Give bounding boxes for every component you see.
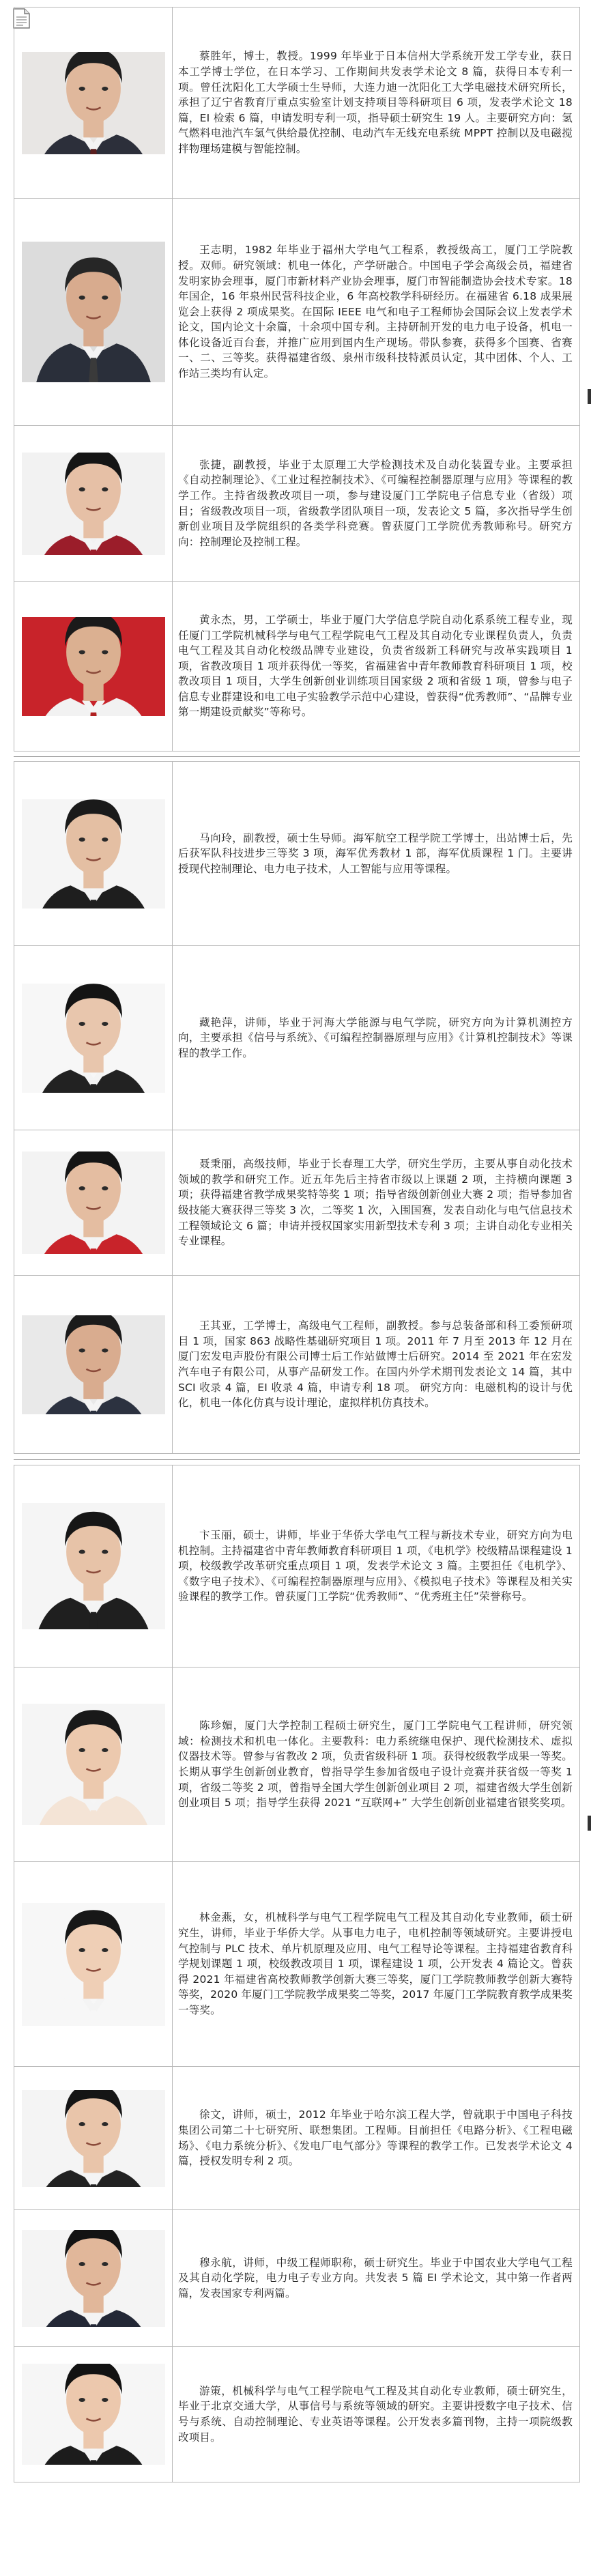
profile-photo-cell [14, 2347, 173, 2482]
profile-bio-text: 徐文，讲师，硕士，2012 年毕业于哈尔滨工程大学，曾就职于中国电子科技集团公司第二十七研究所、联想集团。工程师。目前担任《电路分析》、《工程电磁场》、《电力系统分析》、《发电厂电气部分》等课程的教学工作。已发表学术论文 4 篇，授权发明专利 2 项。 [178, 2108, 573, 2168]
profile-text-cell [178, 2210, 573, 2346]
profile-text-cell [178, 426, 573, 581]
profile-photo-cell [14, 1130, 173, 1275]
profile-photo-cell [14, 1465, 173, 1667]
profile-row [14, 1130, 580, 1275]
profile-text-cell [178, 946, 573, 1130]
portrait-photo [22, 2230, 165, 2327]
profile-text-cell [178, 582, 573, 751]
profile-text-cell [178, 1465, 573, 1667]
profile-bio-text: 陈珍媚，厦门大学控制工程硕士研究生，厦门工学院电气工程讲师，研究领域：检测技术和机电一体化。主要教科：电力系统继电保护、现代检测技术、虚拟仪器技术等。曾参与省教改 2 项，负责省级科研 1 项。获得校级教学成果一等奖。长期从事学生创新创业教育，曾指导学生参加省级电子设计竞赛并获省级一等奖 1 项，省级二等奖 2 项，曾指导全国大学生创新创业项目 2 项，福建省级大学生创新创业项目 5 项；指导学生获得 2021 “互联网+” 大学生创新创业福建省银奖奖项。 [178, 1719, 573, 1809]
portrait-photo [22, 242, 165, 382]
profile-photo-cell [14, 2067, 173, 2209]
scroll-marker [588, 389, 591, 404]
portrait-photo [22, 984, 165, 1093]
portrait-photo [22, 1704, 165, 1825]
profile-bio-text: 穆永航，讲师，中级工程师职称，硕士研究生。毕业于中国农业大学电气工程及其自动化学院，电力电子专业方向。共发表 5 篇 EI 学术论文，其中第一作者两篇，发表国家专利两篇。 [178, 2256, 573, 2300]
profile-bio-text: 张捷，副教授，毕业于太原理工大学检测技术及自动化装置专业。主要承担《自动控制理论》、《工业过程控制技术》、《可编程控制器原理与应用》等课程的教学工作。主持省级教改项目一项，参与建设厦门工学院电子信息专业（省级）项目；省级教改项目一项，省级教学团队项目一项，发表论文 5 篇，多次指导学生创新创业项目及学院组织的各类学科竞赛。曾获厦门工学院优秀教师称号。研究方向：控制理论及控制工程。 [178, 458, 573, 548]
portrait-photo [22, 1503, 165, 1629]
profile-row [14, 425, 580, 581]
profile-text-cell [178, 8, 573, 198]
profile-row [14, 761, 580, 945]
profile-row [14, 945, 580, 1130]
profile-text-cell [178, 2347, 573, 2482]
profile-photo-cell [14, 8, 173, 198]
section-divider [14, 756, 580, 757]
portrait-photo [22, 1903, 165, 2026]
portrait-photo [22, 1315, 165, 1414]
profile-text-cell [178, 762, 573, 945]
profile-photo-cell [14, 1276, 173, 1453]
profile-photo-cell [14, 582, 173, 751]
profile-photo-cell [14, 2210, 173, 2346]
profile-text-cell [178, 1130, 573, 1275]
profile-row [14, 1275, 580, 1454]
profile-bio-text: 王其亚，工学博士，高级电气工程师，副教授。参与总装备部和科工委预研项目 1 项，国家 863 战略性基础研究项目 1 项。2011 年 7 月至 2013 年 12 月在厦门宏发电声股份有限公司博士后工作站做博士后研究。2014 至 2021 年在宏发汽车电子有限公司，从事产品研发工作。在国内外学术期刊发表论文 14 篇，其中 SCI 收录 4 篇，EI 收录 4 篇，申请专利 18 项。 研究方向：电磁机构的设计与优化，机电一体化仿真与设计理论，虚拟样机仿真技术。 [178, 1319, 573, 1409]
profile-bio-text: 卞玉丽，硕士，讲师，毕业于华侨大学电气工程与新技术专业，研究方向为电机控制。主持福建省中青年教师教育科研项目 1 项，《电机学》校级精品课程建设 1 项，校级教学改革研究重点项目 1 项，发表学术论文 3 篇。主要担任《电机学》、《数字电子技术》、《可编程控制器原理与应用》、《模拟电子技术》等课程及相关实验课程的教学工作。曾获厦门工学院“优秀教师”、“优秀班主任”荣誉称号。 [178, 1529, 573, 1603]
profile-photo-cell [14, 1668, 173, 1861]
profile-photo-cell [14, 762, 173, 945]
profile-row [14, 2346, 580, 2482]
profile-bio-text: 林金燕，女，机械科学与电气工程学院电气工程及其自动化专业教师，硕士研究生，讲师，毕业于华侨大学。从事电力电子，电机控制等领域研究。主要讲授电气控制与 PLC 技术、单片机原理及应用、电气工程导论等课程。主持福建省教育科学规划课题 1 项，校级教改项目 1 项，课程建设 1 项，公开发表 4 篇论文。曾获得 2021 年福建省高校教师教学创新大赛三等奖，厦门工学院教师教学创新大赛特等奖，2020 年厦门工学院教学成果奖二等奖，2017 年厦门工学院教育教学成果奖一等奖。 [178, 1911, 573, 2016]
profile-text-cell [178, 2067, 573, 2209]
portrait-photo [22, 1151, 165, 1254]
profile-row [14, 581, 580, 752]
profile-text-cell [178, 1862, 573, 2066]
portrait-photo [22, 453, 165, 555]
profile-bio-text: 游策，机械科学与电气工程学院电气工程及其自动化专业教师，硕士研究生，毕业于北京交通大学，从事信号与系统等领域的研究。主要讲授数字电子技术、信号与系统、自动控制理论、专业英语等课程。公开发表多篇刊物，主持一项院级教改项目。 [178, 2384, 573, 2444]
portrait-photo [22, 617, 165, 716]
profile-row [14, 1465, 580, 1667]
profile-bio-text: 蔡胜年，博士，教授。1999 年毕业于日本信州大学系统开发工学专业，获日本工学博士学位，在日本学习、工作期间共发表学术论文 8 篇，获得日本专利一项。曾任沈阳化工大学硕士生导师，大连力迪一沈阳化工大学电磁技术研究所长，承担了辽宁省教育厅重点实验室计划支持项目等科研项目 6 项，发表学术论文 18 篇，EI 检索 6 篇，申请发明专利一项，指导硕士研究生 19 人。主要研究方向：氢气燃料电池汽车氢气供给最优控制、电动汽车无线充电系统 MPPT 控制以及电磁搅拌物理场建模与智能控制。 [178, 50, 573, 155]
profile-photo-cell [14, 199, 173, 425]
profile-text-cell [178, 1668, 573, 1861]
profile-text-cell [178, 199, 573, 425]
profile-photo-cell [14, 1862, 173, 2066]
profile-bio-text: 聂秉丽，高级技师，毕业于长春理工大学，研究生学历，主要从事自动化技术领域的教学和研究工作。近五年先后主持省市级以上课题 2 项，主持横向课题 3 项；获得福建省教学成果奖特等奖 1 项；指导省级创新创业大赛 2 项；指导参加省级技能大赛获得三等奖 3 次，二等奖 1 次，入围国赛，发表自动化与电气信息技术工程领域论文 6 篇；申请并授权国家实用新型技术专利 3 项；主讲自动化专业相关专业课程。 [178, 1158, 573, 1248]
profile-text-cell [178, 1276, 573, 1453]
portrait-photo [22, 799, 165, 908]
profile-bio-text: 黄永杰，男，工学硕士，毕业于厦门大学信息学院自动化系系统工程专业，现任厦门工学院机械科学与电气工程学院电气工程及其自动化专业课程负责人，负责电气工程及其自动化校级品牌专业建设，负责省级新工科研究与改革实践项目 1 项，省教改项目 1 项并获得优一等奖，省福建省中青年教师教育科研项目 1 项，校教改项目 1 项目，大学生创新创业训练项目国家级 2 项和省级 1 项，曾参与电子信息专业群建设和电工电子实验教学示范中心建设，曾获得“优秀教师”、“品牌专业第一期建设贡献奖”等称号。 [178, 613, 573, 719]
profile-row [14, 1861, 580, 2066]
profile-photo-cell [14, 946, 173, 1130]
profile-bio-text: 马向玲，副教授，硕士生导师。海军航空工程学院工学博士，出站博士后，先后获军队科技进步三等奖 3 项，海军优秀教材 1 部，海军优质课程 1 门。主要讲授现代控制理论、电力电子技术，人工智能与应用等课程。 [178, 831, 573, 875]
profile-row [14, 2066, 580, 2209]
portrait-photo [22, 52, 165, 154]
profile-row [14, 1667, 580, 1861]
profile-bio-text: 王志明，1982 年毕业于福州大学电气工程系，教授级高工，厦门工学院教授。双师。研究领域：机电一体化，产学研融合。中国电子学会高级会员，福建省发明家协会理事，厦门市新材料产业协会理事，厦门市智能制造协会技术专家。18 年国企，16 年泉州民营科技企业，6 年高校教学科研经历。在福建省 6.18 成果展览会上获得 2 项成果奖。在国际 IEEE 电气和电子工程师协会国际会议上发表学术论文，国内论文十余篇，十余项中国专利。主持研制开发的电力电子设备，机电一体化设备近百台套，并推广应用到国内生产现场。带队参赛，获得多个国赛、省赛一、二、三等奖。获得福建省级、泉州市级科技特派员认定，其中团体、个人、工作站三类均有认定。 [178, 244, 573, 380]
profile-row [14, 7, 580, 198]
profile-row [14, 198, 580, 425]
portrait-photo [22, 2364, 165, 2465]
section-divider [14, 1459, 580, 1460]
profile-bio-text: 藏艳萍，讲师，毕业于河海大学能源与电气学院，研究方向为计算机测控方向，主要承担《信号与系统》、《可编程控制器原理与应用》《计算机控制技术》等课程的教学工作。 [178, 1016, 573, 1059]
scroll-marker [588, 1816, 591, 1831]
profile-row [14, 2209, 580, 2346]
portrait-photo [22, 2090, 165, 2187]
profile-photo-cell [14, 426, 173, 581]
